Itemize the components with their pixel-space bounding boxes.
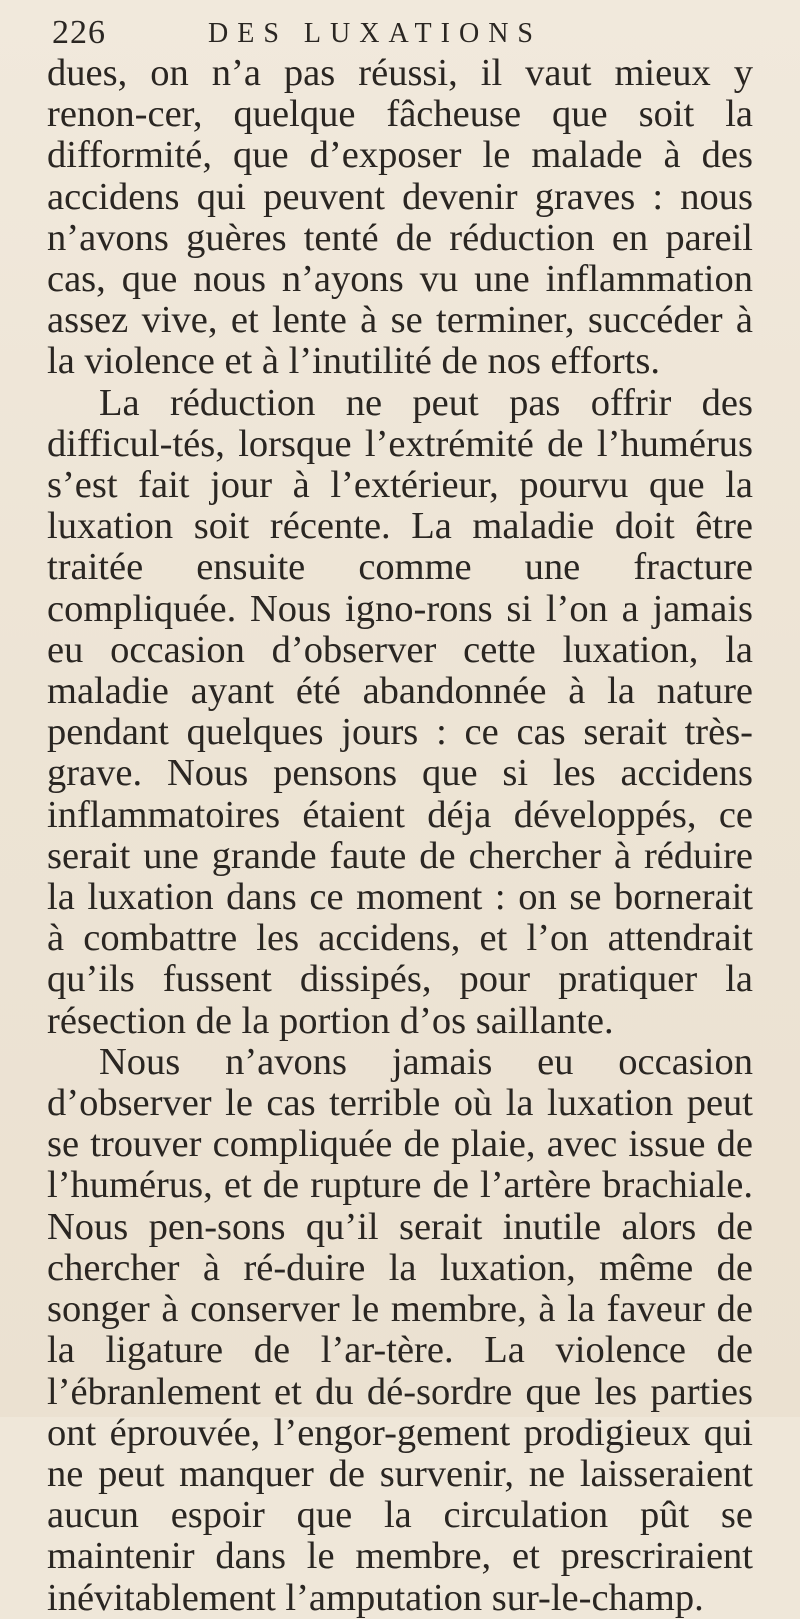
paragraph-complication: Nous n’avons jamais eu occasion d’observer le cas terrible où la luxation peut se trouver compliquée de plaie, avec issue de l’humérus, et de rupture de l’artère brachiale. Nous pen-sons qu’il serait inutile alors de chercher à ré-duire la luxation, même de songer à conserver le membre, à la faveur de la ligature de l’ar-tère. La violence de l’ébranlement et du dé-sordre que les parties ont éprouvée, l’engor-gement prodigieux qui ne peut manquer de survenir, ne laisseraient aucun espoir que la circulation pût se maintenir dans le membre, et prescriraient inévitablement l’amputation sur-le-champ. [47, 1040, 753, 1619]
paragraph-reduction: La réduction ne peut pas offrir des difficul-tés, lorsque l’extrémité de l’humérus s’est fait jour à l’extérieur, pourvu que la luxation soit récente. La maladie doit être traitée ensuite comme une fracture compliquée. Nous igno-rons si l’on a jamais eu occasion d’observer cette luxation, la maladie ayant été abandonnée à la nature pendant quelques jours : ce cas serait très-grave. Nous pensons que si les accidens inflammatoires étaient déja développés, ce serait une grande faute de chercher à réduire la luxation dans ce moment : on se bornerait à combattre les accidens, et l’on attendrait qu’ils fussent dissipés, pour pratiquer la résection de la portion d’os saillante. [47, 381, 753, 1042]
body-text [47, 53, 753, 1619]
running-head: DES LUXATIONS [208, 18, 542, 49]
page-number: 226 [52, 14, 106, 51]
page-header [52, 14, 760, 54]
paragraph-continuation: dues, on n’a pas réussi, il vaut mieux y renon-cer, quelque fâcheuse que soit la difformité, que d’exposer le malade à des accidens qui peuvent devenir graves : nous n’avons guères tenté de réduction en pareil cas, que nous n’ayons vu une inflammation assez vive, et lente à se terminer, succéder à la violence et à l’inutilité de nos efforts. [47, 52, 753, 383]
